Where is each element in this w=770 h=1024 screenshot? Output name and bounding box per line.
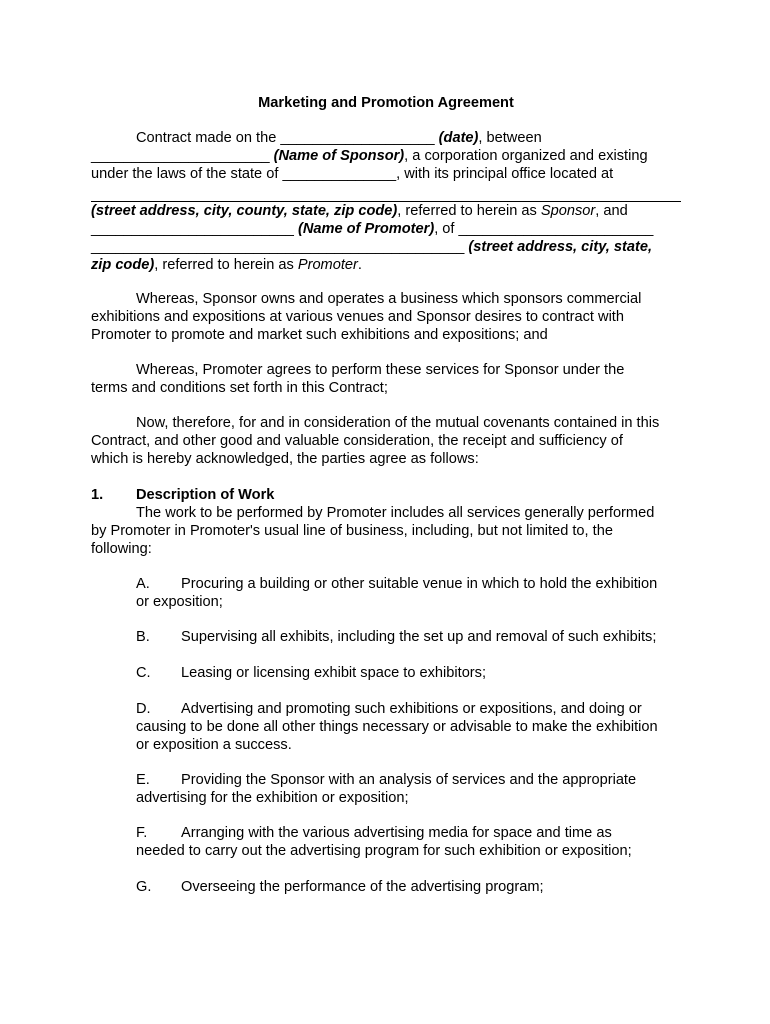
intro-paragraph	[91, 129, 681, 274]
paragraph-line: terms and conditions set forth in this Contract;	[91, 380, 388, 396]
paragraph-line: which is hereby acknowledged, the parties agree as follows:	[91, 451, 479, 467]
intro-line	[91, 129, 681, 147]
text-run: Contract made on the ___________________	[136, 130, 439, 146]
list-item-a	[136, 575, 681, 611]
list-item-line	[136, 771, 681, 789]
paragraph-line: following:	[91, 541, 152, 557]
paragraph-line: Contract, and other good and valuable consideration, the receipt and sufficiency of	[91, 433, 623, 449]
promoter-name-placeholder: (Name of Promoter)	[297, 221, 435, 237]
intro-line	[91, 256, 681, 274]
list-item-label: C.	[136, 665, 151, 681]
text-run: _________________________	[91, 221, 298, 237]
promoter-address-placeholder: zip code)	[91, 257, 155, 273]
list-item-line	[136, 664, 681, 682]
list-item-label: F.	[136, 825, 148, 841]
section-title: Description of Work	[136, 487, 275, 503]
list-item-line	[136, 575, 681, 593]
intro-line	[91, 202, 681, 220]
list-item-text: Procuring a building or other suitable venue in which to hold the exhibition	[181, 576, 658, 592]
text-run: ______________________	[91, 148, 274, 164]
paragraph-line: The work to be performed by Promoter includes all services generally performed	[136, 505, 655, 521]
whereas-paragraph-1	[91, 290, 681, 344]
paragraph-line: Now, therefore, for and in consideration of the mutual covenants contained in this	[136, 415, 660, 431]
list-item-text: causing to be done all other things necessary or advisable to make the exhibition	[136, 719, 658, 735]
list-item-line	[136, 700, 681, 718]
list-item-f	[136, 824, 681, 860]
text-run: .	[357, 257, 362, 273]
list-item-text: Supervising all exhibits, including the set up and removal of such exhibits;	[181, 629, 657, 645]
list-item-label: D.	[136, 701, 151, 717]
list-item-text: Leasing or licensing exhibit space to exhibitors;	[181, 665, 487, 681]
list-item-label: A.	[136, 576, 150, 592]
text-run: ______________________________________________	[91, 239, 469, 255]
list-item-text: Advertising and promoting such exhibitions or expositions, and doing or	[181, 701, 642, 717]
list-item-text: Overseeing the performance of the advertising program;	[181, 879, 544, 895]
paragraph-line: Promoter to promote and market such exhibitions and expositions; and	[91, 327, 548, 343]
list-item-d	[136, 700, 681, 754]
list-item-label: B.	[136, 629, 150, 645]
date-placeholder: (date)	[438, 130, 479, 146]
defined-term: Sponsor	[540, 203, 596, 219]
list-item-text: advertising for the exhibition or exposition;	[136, 790, 409, 806]
text-run: , a corporation organized and existing	[404, 148, 648, 164]
list-item-c	[136, 664, 681, 682]
intro-line	[91, 220, 681, 238]
list-item-text: needed to carry out the advertising program for such exhibition or exposition;	[136, 843, 632, 859]
intro-line	[91, 238, 681, 256]
sponsor-name-placeholder: (Name of Sponsor)	[273, 148, 405, 164]
list-item-label: G.	[136, 879, 152, 895]
text-run: , of ________________________	[434, 221, 654, 237]
document-title: Marketing and Promotion Agreement	[258, 95, 514, 111]
whereas-paragraph-2	[91, 361, 681, 397]
defined-term: Promoter	[297, 257, 358, 273]
list-item-g	[136, 878, 681, 896]
text-run: , referred to herein as	[397, 203, 541, 219]
list-item-line	[136, 628, 681, 646]
list-item-line	[136, 878, 681, 896]
paragraph-line: Whereas, Promoter agrees to perform these services for Sponsor under the	[136, 362, 625, 378]
sponsor-address-placeholder: (street address, city, county, state, zip code)	[91, 203, 398, 219]
list-item-text: or exposition;	[136, 594, 223, 610]
text-run: , referred to herein as	[154, 257, 298, 273]
list-item-e	[136, 771, 681, 807]
list-item-text: Providing the Sponsor with an analysis of services and the appropriate	[181, 772, 637, 788]
list-item-text: Arranging with the various advertising media for space and time as	[181, 825, 612, 841]
intro-line: under the laws of the state of ______________, with its principal office located at	[91, 166, 614, 182]
list-item-text: or exposition a success.	[136, 737, 292, 753]
paragraph-line: by Promoter in Promoter's usual line of business, including, but not limited to, the	[91, 523, 613, 539]
now-therefore-paragraph	[91, 414, 681, 468]
list-item-label: E.	[136, 772, 150, 788]
text-run: , and	[595, 203, 628, 219]
paragraph-line: Whereas, Sponsor owns and operates a business which sponsors commercial	[136, 291, 642, 307]
text-run: , between	[478, 130, 542, 146]
list-item-b	[136, 628, 681, 646]
section-number: 1.	[91, 487, 104, 503]
section-1	[91, 486, 681, 558]
list-item-line	[136, 824, 681, 842]
section-heading	[91, 486, 681, 504]
intro-line	[91, 147, 681, 165]
address-blank-line	[91, 183, 681, 202]
paragraph-line: exhibitions and expositions at various venues and Sponsor desires to contract with	[91, 309, 624, 325]
promoter-address-placeholder: (street address, city, state,	[468, 239, 653, 255]
